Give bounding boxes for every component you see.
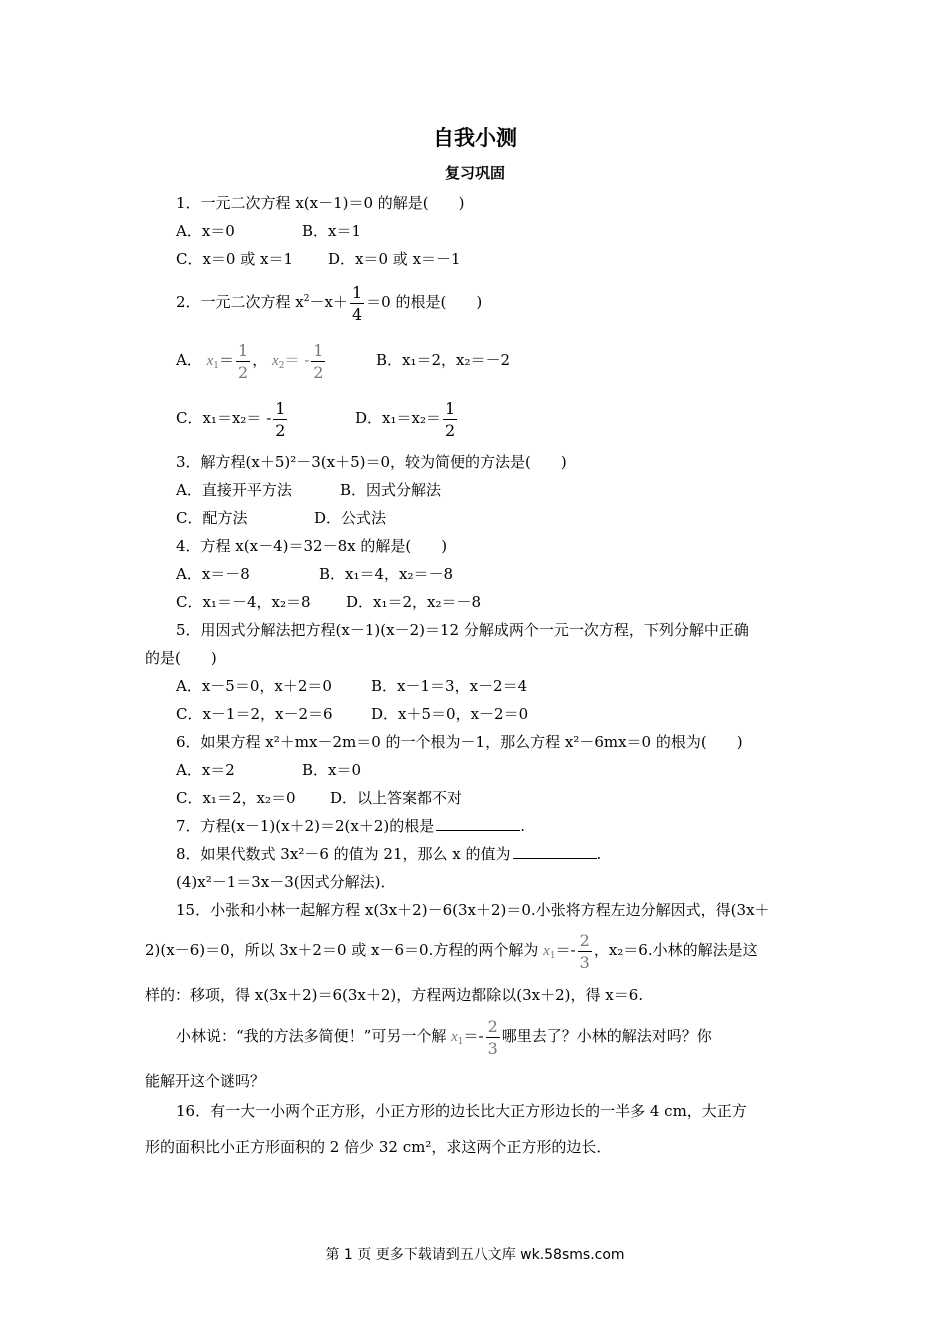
question-8 — [176, 845, 601, 863]
q15-l4-d: 3 — [487, 1038, 498, 1058]
q2-stem-post: ＝0 的根是( ) — [366, 293, 483, 311]
q15-l4-var: x — [451, 1029, 458, 1045]
q3-option-b: B．因式分解法 — [340, 481, 442, 499]
q4-option-c: C．x₁＝－4，x₂＝8 — [176, 593, 311, 611]
question-4-stem: 4．方程 x(x－4)＝32－8x 的解是( ) — [176, 537, 448, 555]
q6-option-d: D．以上答案都不对 — [330, 789, 463, 807]
q15-l2-post: ，x₂＝6.小林的解法是这 — [593, 941, 758, 959]
q4-option-b: B．x₁＝4，x₂＝－8 — [319, 565, 454, 583]
q2-a-label: A． — [176, 351, 202, 369]
q2-a-n1: 1 — [238, 340, 249, 360]
question-5-stem-line1: 5．用因式分解法把方程(x－1)(x－2)＝12 分解成两个一元一次方程，下列分解中正确 — [176, 621, 749, 639]
page-title: 自我小测 — [433, 125, 517, 150]
question-15-line2 — [145, 930, 758, 972]
q2-option-d — [355, 398, 459, 440]
question-7 — [176, 817, 525, 835]
page-footer: 第 1 页 更多下载请到五八文库 wk.58sms.com — [325, 1247, 625, 1263]
q1-stem-math: x(x－1)＝0 — [295, 194, 374, 212]
q15-l2-n: 2 — [579, 930, 590, 950]
q2-a-d1: 2 — [238, 362, 249, 382]
question-15-line5: 能解开这个谜吗？ — [145, 1072, 266, 1090]
q2-c-d: 2 — [275, 420, 286, 440]
q1-option-c: C．x＝0 或 x＝1 — [176, 250, 294, 268]
q15-l4-eq: ＝- — [463, 1027, 484, 1045]
q1-stem-pre: 1．一元二次方程 — [176, 194, 296, 212]
question-3-stem: 3．解方程(x＋5)²－3(x＋5)＝0，较为简便的方法是( ) — [176, 453, 567, 471]
q15-l4-frac — [486, 1017, 500, 1058]
q1-stem-post: 的解是( ) — [373, 194, 465, 212]
q2-a-comma: ， — [252, 351, 268, 369]
q15-l2-sub: 1 — [549, 951, 556, 961]
q15-l4-pre: 小林说：“我的方法多简便！”可另一个解 — [176, 1027, 447, 1045]
q3-option-a: A．直接开平方法 — [176, 481, 292, 499]
question-15-line3: 样的：移项，得 x(3x＋2)＝6(3x＋2)，方程两边都除以(3x＋2)，得 x＝6. — [145, 986, 644, 1004]
q1-option-b: B．x＝1 — [302, 222, 362, 240]
q2-a-n2: 1 — [313, 340, 324, 360]
q1-option-d: D．x＝0 或 x＝－1 — [328, 250, 461, 268]
q5-option-b: B．x－1＝3，x－2＝4 — [371, 677, 528, 695]
q2-stem-pre: 2．一元二次方程 x — [176, 293, 304, 311]
q5-option-d: D．x＋5＝0，x－2＝0 — [371, 705, 529, 723]
question-15-line1: 15．小张和小林一起解方程 x(3x＋2)－6(3x＋2)＝0.小张将方程左边分解因式，得(3x＋ — [176, 901, 770, 919]
q8-answer-blank — [513, 845, 597, 859]
q15-l4-n: 2 — [487, 1016, 498, 1036]
q2-frac-num: 1 — [351, 282, 363, 302]
q2-stem-exp: 2 — [303, 294, 310, 304]
q2-option-b: B．x₁＝2，x₂＝－2 — [376, 351, 511, 369]
question-16-line1: 16．有一大一小两个正方形，小正方形的边长比大正方形边长的一半多 4 cm，大正方 — [176, 1102, 747, 1120]
q5-option-c: C．x－1＝2，x－2＝6 — [176, 705, 333, 723]
q3-option-c: C．配方法 — [176, 509, 248, 527]
q2-stem-fraction — [350, 283, 364, 324]
q15-l4-post: 哪里去了？小林的解法对吗？你 — [501, 1027, 712, 1045]
q2-option-a — [176, 340, 327, 382]
q8-end: . — [596, 845, 602, 863]
q2-a-s1: 1 — [213, 361, 220, 371]
q2-d-text: D．x₁＝x₂＝ — [355, 409, 441, 427]
question-6-stem: 6．如果方程 x²＋mx－2m＝0 的一个根为－1，那么方程 x²－6mx＝0 的根为( ) — [176, 733, 743, 751]
q2-a-d2: 2 — [313, 362, 324, 382]
q7-stem: 7．方程(x－1)(x＋2)＝2(x＋2)的根是 — [176, 817, 435, 835]
question-5-stem-line2: 的是( ) — [145, 649, 217, 667]
q6-option-a: A．x＝2 — [176, 761, 235, 779]
q15-l4-sub: 1 — [457, 1037, 464, 1047]
q2-a-frac1 — [236, 341, 250, 382]
q2-a-eq1: ＝ — [219, 351, 235, 369]
q4-option-a: A．x＝－8 — [176, 565, 250, 583]
q3-option-d: D．公式法 — [314, 509, 387, 527]
q2-c-frac — [273, 399, 287, 440]
q7-end: . — [520, 817, 525, 835]
q2-c-text: C．x₁＝x₂＝ - — [176, 409, 272, 427]
q6-option-c: C．x₁＝2，x₂＝0 — [176, 789, 296, 807]
q15-l2-d: 3 — [579, 952, 590, 972]
q2-c-n: 1 — [275, 398, 286, 418]
question-4-factoring: (4)x²－1＝3x－3(因式分解法)． — [176, 873, 396, 891]
q15-l2-var: x — [543, 943, 550, 959]
question-1-stem — [176, 194, 465, 212]
q2-frac-den: 4 — [351, 304, 363, 324]
q15-l2-frac — [578, 931, 592, 972]
q2-a-x2: x — [272, 353, 279, 369]
q8-stem: 8．如果代数式 3x²－6 的值为 21，那么 x 的值为 — [176, 845, 511, 863]
q4-option-d: D．x₁＝2，x₂＝－8 — [346, 593, 482, 611]
question-16-line2: 形的面积比小正方形面积的 2 倍少 32 cm²，求这两个正方形的边长． — [145, 1138, 612, 1156]
q6-option-b: B．x＝0 — [302, 761, 362, 779]
q2-option-c — [176, 398, 289, 440]
q2-d-n: 1 — [444, 398, 456, 418]
q15-l2-eq: ＝- — [555, 941, 576, 959]
q7-answer-blank — [436, 817, 520, 831]
section-subtitle: 复习巩固 — [444, 164, 505, 182]
q2-d-frac — [443, 399, 457, 440]
q2-a-eq2: ＝ - — [284, 351, 310, 369]
q5-option-a: A．x－5＝0，x＋2＝0 — [176, 677, 332, 695]
q2-stem-mid: －x＋ — [309, 293, 348, 311]
q2-a-frac2 — [311, 341, 325, 382]
q2-a-s2: 2 — [278, 361, 285, 371]
q2-d-d: 2 — [444, 420, 456, 440]
question-15-line4 — [176, 1016, 712, 1058]
q15-l2-pre: 2)(x－6)＝0，所以 3x＋2＝0 或 x－6＝0.方程的两个解为 — [145, 941, 539, 959]
q1-option-a: A．x＝0 — [176, 222, 235, 240]
q2-a-x1: x — [206, 353, 214, 369]
question-2-stem — [176, 282, 482, 324]
